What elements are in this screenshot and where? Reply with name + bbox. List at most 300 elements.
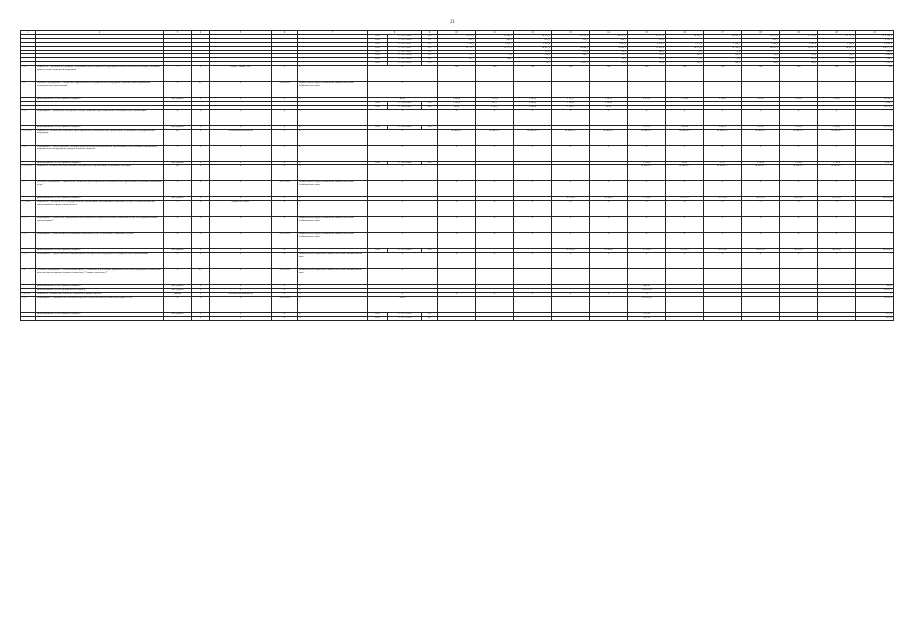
row-executor: X xyxy=(298,197,368,201)
year-value: X xyxy=(552,233,590,249)
header-cell: 3 xyxy=(164,31,192,35)
year-value: не менее 2 xyxy=(818,129,856,145)
year-value: X xyxy=(438,217,476,233)
amount-cell: 1 625,4 xyxy=(514,42,552,46)
kbk-target: 17 2 05 12051 xyxy=(388,42,422,46)
header-cell: 1 xyxy=(21,31,36,35)
year-value: X xyxy=(742,181,780,197)
year-value: X xyxy=(666,145,704,161)
year-value: X xyxy=(476,145,514,161)
amount-cell: 96,3 xyxy=(590,58,628,62)
amount-cell: 110,8 xyxy=(628,62,666,66)
amount-cell: 167,7 xyxy=(438,58,476,62)
row-total: X xyxy=(856,109,894,125)
year-value: 20 835,90 xyxy=(628,296,666,312)
year-value xyxy=(590,82,628,98)
header-cell: 13 xyxy=(552,31,590,35)
year-value: 16 323,0 xyxy=(552,197,590,201)
amount-cell: 95,1 xyxy=(590,50,628,54)
amount-cell: 137,9 xyxy=(514,50,552,54)
year-value: 1 250,7 xyxy=(552,105,590,109)
year-value xyxy=(704,316,742,320)
amount-cell: 1 018,7 xyxy=(476,42,514,46)
year-value: X xyxy=(438,292,476,296)
year-value: 20 835,30 xyxy=(628,289,666,293)
kbk-target: 17 2 05 12058 xyxy=(388,58,422,62)
row-description: финансирование за счет краевого бюджета xyxy=(36,161,164,165)
year-value: не менее 2 xyxy=(514,129,552,145)
row-executor: X xyxy=(298,109,368,125)
amount-cell: 148,5 xyxy=(704,62,742,66)
year-value: 2 810,9 xyxy=(742,125,780,129)
year-value: X xyxy=(666,253,704,269)
amount-cell: 75,2 xyxy=(666,50,704,54)
kbk-section: 1002 xyxy=(368,316,388,320)
year-value: X xyxy=(514,109,552,125)
kbk-label: X xyxy=(368,233,438,249)
amount-cell: 16 103,1 xyxy=(476,35,514,39)
amount-cell: 32 075,6 xyxy=(742,35,780,39)
year-value: X xyxy=(438,201,476,217)
year-value: X xyxy=(590,217,628,233)
kbk-section: 1006 xyxy=(368,101,388,105)
row-period: X xyxy=(272,217,298,233)
amount-cell: 141,3 xyxy=(666,54,704,58)
row-method: Абсолютный показатель xyxy=(210,292,272,296)
header-cell: 4 xyxy=(192,31,210,35)
amount-cell: 12 043,0 xyxy=(590,46,628,50)
amount-cell: 19 772,7 xyxy=(438,46,476,50)
amount-cell: 16 973,6 xyxy=(666,46,704,50)
row-code: 1.8 xyxy=(21,269,36,285)
year-value: 900,0 xyxy=(666,161,704,165)
year-value xyxy=(818,316,856,320)
year-value: X xyxy=(476,181,514,197)
amount-cell: 470,1 xyxy=(438,38,476,42)
year-value: 972,1 xyxy=(704,161,742,165)
row-method: X xyxy=(210,253,272,269)
row-unit: X xyxy=(164,145,192,161)
year-value: X xyxy=(628,109,666,125)
year-value: X xyxy=(704,253,742,269)
kbk-target: 17 1 06 02802 xyxy=(388,105,422,109)
kbk-type: 630 xyxy=(422,125,438,129)
row-code: 1.3.2 ПЗ-1 xyxy=(21,165,36,181)
row-code: 1.7.2 xyxy=(21,233,36,249)
row-total: X xyxy=(856,165,894,181)
year-value xyxy=(438,269,476,285)
amount-cell: 852,5 xyxy=(514,38,552,42)
year-value: X xyxy=(514,253,552,269)
year-value: 10 xyxy=(666,201,704,217)
row-description: Показатель "Удельный вес негосударственных организаций, оказывающих социальные услуги, в общем количестве организаций всех форм собственности" xyxy=(36,201,164,217)
amount-cell: 473 509,2 xyxy=(856,35,894,39)
amount-cell: 454,1 xyxy=(590,38,628,42)
year-value xyxy=(704,82,742,98)
amount-cell: 2 411,9 xyxy=(552,62,590,66)
year-value xyxy=(590,269,628,285)
row-period: X xyxy=(272,66,298,82)
row-description: Основное мероприятие "Повышение эффективности государственной поддержки социально ориентированных некоммерческих организаций" xyxy=(36,82,164,98)
amount-cell: 35 757,6 xyxy=(818,35,856,39)
year-value: X xyxy=(818,145,856,161)
program-row xyxy=(21,233,894,249)
amount-cell: 1 271,3 xyxy=(666,42,704,46)
year-value: 100 xyxy=(438,66,476,82)
header-cell: 6 xyxy=(272,31,298,35)
row-period: X xyxy=(272,253,298,269)
row-total: X xyxy=(856,253,894,269)
year-value: X xyxy=(476,201,514,217)
row-method: X xyxy=(210,161,272,165)
row-unit: X xyxy=(164,82,192,98)
row-executor: Министерство труда и социальной защиты населения Забайкальского края xyxy=(298,82,368,98)
row-executor: X xyxy=(298,289,368,293)
kbk-label: X xyxy=(368,66,438,82)
program-row xyxy=(21,296,894,312)
year-value: не менее 2 xyxy=(438,129,476,145)
row-method: X xyxy=(210,316,272,320)
amount-cell: 34 313,3 xyxy=(514,35,552,39)
row-period: X xyxy=(272,129,298,145)
program-row xyxy=(21,165,894,181)
amount-cell: 36 056,1 xyxy=(704,35,742,39)
amount-cell: 16 884,2 xyxy=(552,46,590,50)
kbk-target: 17 1 06 02801 xyxy=(388,101,422,105)
row-method: X xyxy=(210,217,272,233)
row-description: Показатель "Количество общественных объединений и организаций, получивших субсидии" xyxy=(36,165,164,181)
row-method: X xyxy=(210,109,272,125)
year-value xyxy=(666,82,704,98)
year-value: X xyxy=(514,292,552,296)
row-total: 13 xyxy=(856,201,894,217)
row-unit: % xyxy=(164,66,192,82)
row-total xyxy=(856,82,894,98)
row-period: X xyxy=(272,312,298,316)
year-value: 49 631,0 xyxy=(742,249,780,253)
year-value xyxy=(552,316,590,320)
year-value: X xyxy=(476,253,514,269)
row-period: X xyxy=(272,249,298,253)
row-executor: X xyxy=(298,296,368,312)
row-method: X xyxy=(210,145,272,161)
kbk-label: X xyxy=(368,201,438,217)
row-executor: X xyxy=(298,125,368,129)
year-value: X xyxy=(666,217,704,233)
program-row xyxy=(21,66,894,82)
year-value: X xyxy=(780,217,818,233)
year-value: X xyxy=(818,109,856,125)
program-row xyxy=(21,253,894,269)
amount-cell: 1 498,0 xyxy=(742,42,780,46)
year-value: 16 323,0 xyxy=(552,249,590,253)
amount-cell: 1 649,0 xyxy=(856,54,894,58)
amount-cell: 11 438,8 xyxy=(628,46,666,50)
kbk-target: 17 2 05 12050 xyxy=(388,38,422,42)
row-weight: X xyxy=(192,217,210,233)
year-value: X xyxy=(742,109,780,125)
row-method: X xyxy=(210,82,272,98)
row-unit: ед. xyxy=(164,129,192,145)
kbk-label: Всего xyxy=(368,296,438,312)
row-total: 100 xyxy=(856,66,894,82)
amount-cell: 968,1 xyxy=(856,58,894,62)
row-unit: тыс. рублей xyxy=(164,125,192,129)
kbk-label: всего xyxy=(368,98,438,102)
amount-cell: 452,3 xyxy=(742,38,780,42)
amount-cell: 4 192,8 xyxy=(856,38,894,42)
row-period: X xyxy=(272,316,298,320)
year-value: 29 906,0 xyxy=(590,249,628,253)
year-value: 12 xyxy=(780,201,818,217)
row-weight: X xyxy=(192,285,210,289)
kbk-section: 1003 xyxy=(368,62,388,66)
kbk-type: 313 xyxy=(422,35,438,39)
year-value: 10 xyxy=(628,201,666,217)
year-value: X xyxy=(476,233,514,249)
year-value: 583,2 xyxy=(590,105,628,109)
year-value: X xyxy=(818,253,856,269)
row-method: X xyxy=(210,165,272,181)
row-total: X xyxy=(856,217,894,233)
year-value: не менее 1 xyxy=(666,165,704,181)
row-description: Основное мероприятие "Привлечение социально ориентированных некоммерческих организаций к оказанию социальных услуг" xyxy=(36,181,164,197)
row-period: X xyxy=(272,98,298,102)
row-weight: X xyxy=(192,165,210,181)
year-value xyxy=(818,82,856,98)
year-value: не менее 2 xyxy=(666,129,704,145)
year-value: X xyxy=(818,217,856,233)
kbk-type: 313 xyxy=(422,62,438,66)
year-value xyxy=(780,296,818,312)
row-unit: X xyxy=(164,233,192,249)
year-value: X xyxy=(780,253,818,269)
row-total: 360 424,3 xyxy=(856,249,894,253)
row-description: финансирование за счет краевого бюджета xyxy=(36,197,164,201)
year-value: 2 496,4 xyxy=(666,125,704,129)
year-value: X xyxy=(552,217,590,233)
row-period: 2017-2024 xyxy=(272,233,298,249)
year-value xyxy=(780,269,818,285)
program-row xyxy=(21,269,894,285)
row-unit: тыс. рублей xyxy=(164,197,192,201)
year-value xyxy=(666,296,704,312)
row-total: X xyxy=(856,181,894,197)
row-total: 20 835,9 xyxy=(856,296,894,312)
amount-cell: 165,0 xyxy=(818,62,856,66)
row-unit: тыс. рублей xyxy=(164,285,192,289)
year-value: 1 963,6 xyxy=(476,98,514,102)
kbk-label: X xyxy=(368,145,438,161)
year-value: X xyxy=(818,181,856,197)
year-value: не менее 2 xyxy=(742,129,780,145)
year-value: X xyxy=(780,145,818,161)
year-value: 29 213,8 xyxy=(704,249,742,253)
amount-cell: 178,1 xyxy=(628,54,666,58)
year-value: X xyxy=(514,145,552,161)
kbk-type: 313 xyxy=(422,50,438,54)
row-method: X xyxy=(210,249,272,253)
year-value xyxy=(438,165,476,181)
row-description: финансирование за счет краевого бюджета xyxy=(36,312,164,316)
kbk-label: X xyxy=(368,253,438,269)
year-value: 100 xyxy=(742,66,780,82)
row-weight: X xyxy=(192,129,210,145)
year-value: 100 xyxy=(704,66,742,82)
year-value: X xyxy=(628,233,666,249)
kbk-label: X xyxy=(368,129,438,145)
row-executor: X xyxy=(298,285,368,289)
row-executor: Министерство социальной защиты населения Забайкальского края xyxy=(298,269,368,285)
kbk-type: 630 xyxy=(422,101,438,105)
year-value: X xyxy=(552,109,590,125)
row-executor: X xyxy=(298,316,368,320)
year-value: 100 xyxy=(514,66,552,82)
year-value xyxy=(552,165,590,181)
row-code: 1.3.1 xyxy=(21,109,36,125)
amount-cell: 1 314,7 xyxy=(704,42,742,46)
kbk-section: 1003 xyxy=(368,54,388,58)
row-total: X xyxy=(856,145,894,161)
amount-cell: 341,7 xyxy=(552,54,590,58)
year-value: 2 583,2 xyxy=(590,98,628,102)
year-value xyxy=(590,165,628,181)
year-value xyxy=(552,296,590,312)
year-value: X xyxy=(590,109,628,125)
year-value: X xyxy=(514,181,552,197)
year-value: 29 213,8 xyxy=(704,197,742,201)
year-value: X xyxy=(476,292,514,296)
year-value: не менее 2 xyxy=(590,129,628,145)
kbk-target: 17 2 05 12054 xyxy=(388,54,422,58)
year-value: X xyxy=(514,201,552,217)
row-description: Мероприятие "Проведение информационной кампании по вопросам оказания социальных услуг негосударственными организациями" xyxy=(36,217,164,233)
year-value: 10 xyxy=(590,201,628,217)
year-value: 2 000,0 xyxy=(514,101,552,105)
row-executor: Министерство социальной защиты населения Забайкальского края xyxy=(298,253,368,269)
row-code xyxy=(21,316,36,320)
row-code: 1.3 xyxy=(21,82,36,98)
year-value: X xyxy=(704,145,742,161)
row-executor: X xyxy=(298,66,368,82)
row-unit: X xyxy=(164,217,192,233)
row-executor: X xyxy=(298,312,368,316)
year-value: 49 631,0 xyxy=(818,197,856,201)
amount-cell: 75,0 xyxy=(704,50,742,54)
year-value: X xyxy=(742,145,780,161)
year-value: 29 915,2 xyxy=(666,249,704,253)
year-value xyxy=(666,269,704,285)
row-weight: X xyxy=(192,289,210,293)
year-value: X xyxy=(476,217,514,233)
amount-cell: 663,3 xyxy=(552,38,590,42)
year-value: 2 494,4 xyxy=(438,98,476,102)
kbk-label: X xyxy=(368,109,438,125)
year-value: 11 xyxy=(742,201,780,217)
kbk-type: 313 xyxy=(422,54,438,58)
kbk-type: 630 xyxy=(422,105,438,109)
amount-cell: 120,3 xyxy=(704,54,742,58)
kbk-type: 630 xyxy=(422,249,438,253)
row-period: 2014-2024 xyxy=(272,82,298,98)
row-method: X xyxy=(210,269,272,285)
header-cell: 21 xyxy=(856,31,894,35)
row-weight: X xyxy=(192,233,210,249)
year-value xyxy=(818,296,856,312)
row-total: 11 xyxy=(856,292,894,296)
year-value: X xyxy=(628,217,666,233)
kbk-type: 313 xyxy=(422,46,438,50)
row-unit: тыс. рублей xyxy=(164,289,192,293)
amount-cell: 18 437,6 xyxy=(514,46,552,50)
year-value: не менее 2 xyxy=(476,129,514,145)
row-unit: X xyxy=(164,181,192,197)
year-value: X xyxy=(552,181,590,197)
year-value xyxy=(742,296,780,312)
year-value: 100 xyxy=(666,66,704,82)
row-unit: % xyxy=(164,201,192,217)
amount-cell: 34 299,7 xyxy=(666,35,704,39)
amount-cell: 224,8 xyxy=(514,54,552,58)
year-value xyxy=(476,316,514,320)
year-value: 11 xyxy=(628,292,666,296)
row-period: 2019-2024 xyxy=(272,269,298,285)
year-value: 2 826,9 xyxy=(818,125,856,129)
kbk-target: 17 1 P3 52930 xyxy=(388,312,422,316)
year-value: не менее 2 xyxy=(628,129,666,145)
row-description: Показатель "Количество социально ориентированных некоммерческих организаций, получивших государственную поддержку" xyxy=(36,129,164,145)
kbk-section: 1006 xyxy=(368,249,388,253)
amount-cell: 868,6 xyxy=(856,50,894,54)
amount-cell: 99,7 xyxy=(514,62,552,66)
row-description: Показатель "Удельный вес граждан, получивших меры социальной поддержки в общей численности граждан, имеющих право на меры социальной поддержки" xyxy=(36,66,164,82)
year-value xyxy=(476,82,514,98)
year-value: X xyxy=(590,253,628,269)
year-value: X xyxy=(704,233,742,249)
row-unit xyxy=(164,316,192,320)
year-value xyxy=(514,82,552,98)
kbk-section: 1003 xyxy=(368,38,388,42)
row-unit: тыс. рублей xyxy=(164,98,192,102)
year-value: 100 xyxy=(818,66,856,82)
year-value: X xyxy=(438,233,476,249)
row-description: Мероприятие "Предоставление субсидий общественным объединениям и организациям на реализацию мероприятий, направленных на поддержку граждан пожилого возраста" xyxy=(36,145,164,161)
year-value: X xyxy=(514,233,552,249)
year-value: 2 900,0 xyxy=(514,98,552,102)
year-value: X xyxy=(590,292,628,296)
year-value: 1 032,5 xyxy=(476,105,514,109)
row-description xyxy=(36,316,164,320)
amount-cell: 110,2 xyxy=(514,58,552,62)
amount-cell: 120 xyxy=(704,58,742,62)
year-value: 100 xyxy=(590,66,628,82)
year-value: 1 200,0 xyxy=(742,161,780,165)
year-value xyxy=(552,269,590,285)
row-unit: X xyxy=(164,253,192,269)
year-value: не менее 1 xyxy=(628,165,666,181)
amount-cell: 14 091,3 xyxy=(742,46,780,50)
row-executor: X xyxy=(298,249,368,253)
row-executor: X xyxy=(298,145,368,161)
row-code: 1.3.2 xyxy=(21,145,36,161)
kbk-type: 612 xyxy=(422,316,438,320)
row-total: 6 687,5 xyxy=(856,161,894,165)
row-unit: ед. xyxy=(164,165,192,181)
header-cell: 8 xyxy=(368,31,422,35)
header-cell: 14 xyxy=(590,31,628,35)
kbk-type: 313 xyxy=(422,58,438,62)
row-period: X xyxy=(272,165,298,181)
